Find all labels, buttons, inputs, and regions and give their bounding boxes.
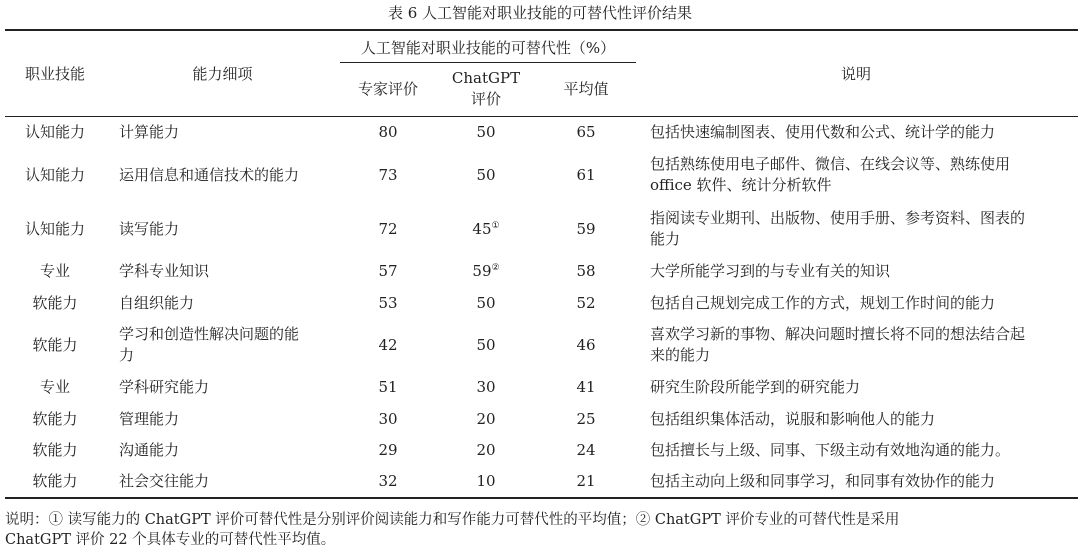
bottom-rule [5,497,1078,499]
row-avg: 59 [576,219,596,238]
row-avg: 21 [576,471,596,490]
row-desc [650,471,1078,492]
row-ability-line: 学科研究能力 [119,377,210,396]
row-ability [119,261,339,282]
header-chatgpt-line1: ChatGPT [451,69,521,87]
row-skill: 软能力 [32,335,78,354]
row-expert: 53 [378,293,398,312]
row-chatgpt-value: 50 [476,122,496,141]
row-avg: 52 [576,293,596,312]
header-subrule [340,62,636,63]
row-chatgpt [436,261,536,282]
row-expert: 42 [378,335,398,354]
header-bottom-rule [5,116,1078,117]
row-skill: 软能力 [32,471,78,490]
row-desc [650,409,1078,430]
row-desc-line: 包括主动向上级和同事学习，和同事有效协作的能力 [650,471,996,490]
row-ability-line: 学科专业知识 [119,261,210,280]
row-desc-line: 包括快速编制图表、使用代数和公式、统计学的能力 [650,122,996,141]
row-ability [119,409,339,430]
row-desc [650,261,1078,282]
row-ability [119,377,339,398]
row-avg: 41 [576,377,596,396]
row-chatgpt [436,409,536,430]
header-chatgpt-line2: 评价 [470,90,501,108]
row-skill: 专业 [39,261,70,280]
row-chatgpt-value: 59 [472,261,492,280]
row-skill: 软能力 [32,409,78,428]
row-skill: 认知能力 [24,122,85,141]
row-ability-line: 管理能力 [119,409,180,428]
row-avg: 24 [576,440,596,459]
row-desc-line: 包括组织集体活动，说服和影响他人的能力 [650,409,936,428]
row-skill: 专业 [39,377,70,396]
row-desc [650,440,1078,461]
row-avg: 61 [576,165,596,184]
row-chatgpt-value: 45 [472,219,492,238]
row-chatgpt [436,440,536,461]
row-expert: 32 [378,471,398,490]
row-avg: 58 [576,261,596,280]
row-chatgpt [436,122,536,143]
row-ability-line: 计算能力 [119,122,180,141]
row-chatgpt-value: 50 [476,165,496,184]
row-ability-line: 自组织能力 [119,293,195,312]
header-chatgpt [436,68,536,110]
row-expert: 73 [378,165,398,184]
row-desc-line: 能力 [650,230,681,248]
row-skill: 软能力 [32,293,78,312]
header-expert: 专家评价 [357,80,418,98]
row-ability [119,165,339,186]
row-chatgpt-value: 10 [476,471,496,490]
row-skill: 认知能力 [24,219,85,238]
footnote-line-1: 说明：① 读写能力的 ChatGPT 评价可替代性是分别评价阅读能力和写作能力可替代性的平均值；② ChatGPT 评价专业的可替代性是采用 [5,512,900,528]
row-desc [650,208,1078,250]
row-desc-line: 指阅读专业期刊、出版物、使用手册、参考资料、图表的 [650,209,1026,227]
row-chatgpt [436,219,536,240]
row-ability-line: 读写能力 [119,219,180,238]
row-avg: 46 [576,335,596,354]
row-ability [119,440,339,461]
header-desc: 说明 [840,65,871,83]
row-avg: 25 [576,409,596,428]
row-desc-line: office 软件、统计分析软件 [650,176,832,194]
row-chatgpt-value: 20 [476,440,496,459]
table-title: 表 6 人工智能对职业技能的可替代性评价结果 [387,4,693,22]
row-expert: 80 [378,122,398,141]
footnote-line-2: ChatGPT 评价 22 个具体专业的可替代性平均值。 [5,532,336,548]
row-chatgpt-footnote-mark: ① [491,220,500,231]
row-ability-line: 学习和创造性解决问题的能 [119,325,300,343]
row-desc-line: 包括自己规划完成工作的方式，规划工作时间的能力 [650,293,996,312]
row-ability [119,324,339,366]
row-desc [650,122,1078,143]
row-chatgpt-value: 30 [476,377,496,396]
row-desc [650,324,1078,366]
row-chatgpt-value: 50 [476,293,496,312]
row-desc-line: 包括熟练使用电子邮件、微信、在线会议等、熟练使用 [650,155,1011,173]
row-skill: 认知能力 [24,165,85,184]
row-chatgpt-footnote-mark: ② [491,262,500,273]
row-desc [650,377,1078,398]
row-chatgpt [436,165,536,186]
row-skill: 软能力 [32,440,78,459]
row-desc-line: 来的能力 [650,346,711,364]
row-ability [119,471,339,492]
row-desc-line: 研究生阶段所能学到的研究能力 [650,377,861,396]
header-group: 人工智能对职业技能的可替代性（%） [360,39,616,57]
row-chatgpt [436,377,536,398]
header-ability: 能力细项 [192,65,253,83]
row-expert: 30 [378,409,398,428]
row-desc-line: 大学所能学习到的与专业有关的知识 [650,261,891,280]
row-ability [119,219,339,240]
row-avg: 65 [576,122,596,141]
row-expert: 57 [378,261,398,280]
row-expert: 51 [378,377,398,396]
row-ability [119,122,339,143]
top-rule [5,29,1078,31]
row-expert: 29 [378,440,398,459]
row-ability-line: 力 [119,346,135,364]
row-ability-line: 沟通能力 [119,440,180,459]
row-chatgpt-value: 50 [476,335,496,354]
header-avg: 平均值 [563,80,609,98]
row-chatgpt [436,471,536,492]
row-desc-line: 喜欢学习新的事物、解决问题时擅长将不同的想法结合起 [650,325,1026,343]
row-ability-line: 运用信息和通信技术的能力 [119,165,300,184]
row-desc [650,154,1078,196]
row-chatgpt [436,335,536,356]
row-desc [650,293,1078,314]
row-ability-line: 社会交往能力 [119,471,210,490]
row-chatgpt-value: 20 [476,409,496,428]
row-expert: 72 [378,219,398,238]
header-skill: 职业技能 [24,65,85,83]
row-chatgpt [436,293,536,314]
row-ability [119,293,339,314]
row-desc-line: 包括擅长与上级、同事、下级主动有效地沟通的能力。 [650,440,1011,459]
